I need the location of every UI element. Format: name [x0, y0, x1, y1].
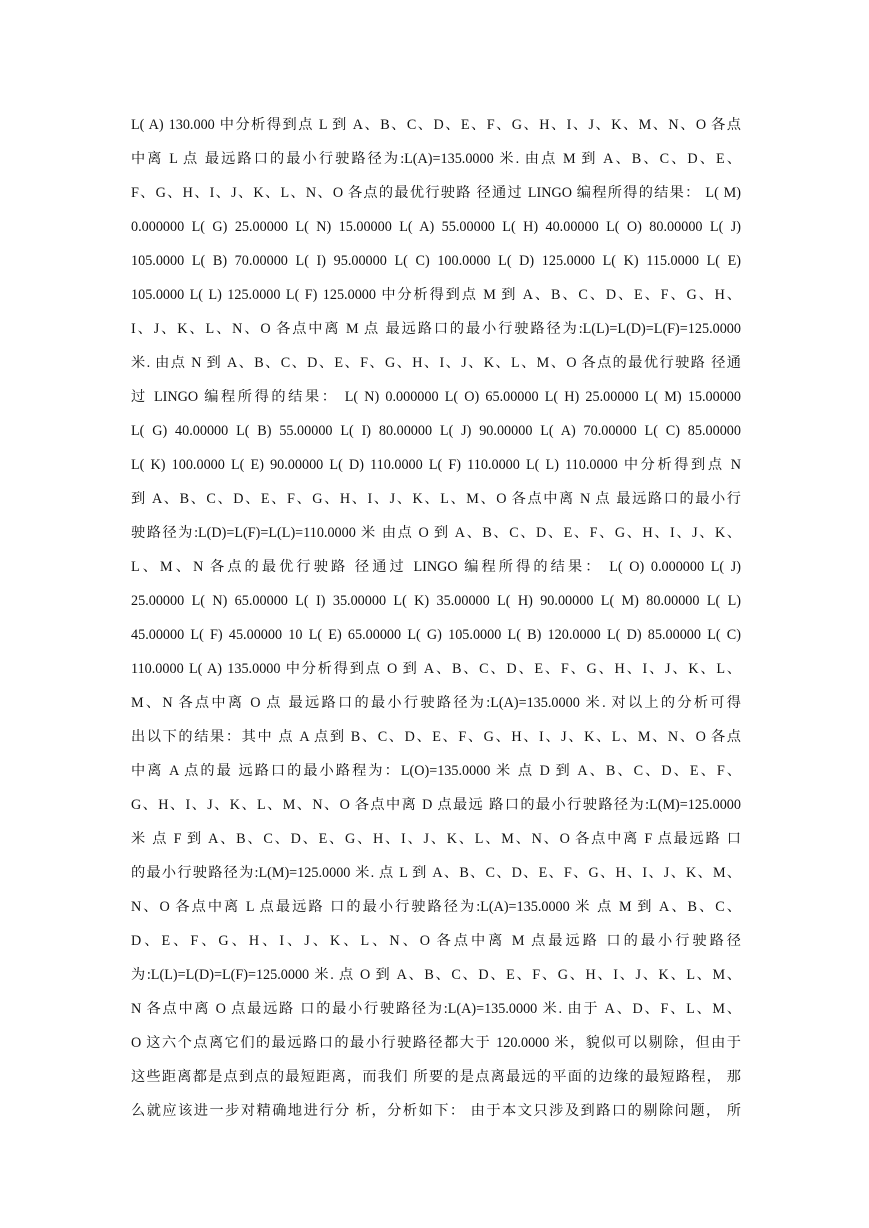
text-line: 105.0000 L( L) 125.0000 L( F) 125.0000 中分析得到点 M 到 A、B、C、D、E、F、G、H、	[131, 287, 741, 303]
text-line: L( A) 130.000 中分析得到点 L 到 A、B、C、D、E、F、G、H、I、J、K、M、N、O 各点	[131, 117, 741, 133]
text-line: 么就应该进一步对精确地进行分 析，分析如下： 由于本文只涉及到路口的剔除问题， 所	[131, 1103, 741, 1119]
text-line: 25.00000 L( N) 65.00000 L( I) 35.00000 L( K) 35.00000 L( H) 90.00000 L( M) 80.00000 L( L)	[131, 593, 741, 609]
text-line: O 这六个点离它们的最远路口的最小行驶路径都大于 120.0000 米，貌似可以剔除，但由于	[131, 1035, 741, 1051]
text-line: L( K) 100.0000 L( E) 90.00000 L( D) 110.0000 L( F) 110.0000 L( L) 110.0000 中分析得到点 N	[131, 457, 741, 473]
text-line: I、J、K、L、N、O 各点中离 M 点 最远路口的最小行驶路径为:L(L)=L(D)=L(F)=125.0000	[131, 321, 741, 337]
text-line: 到 A、B、C、D、E、F、G、H、I、J、K、L、M、O 各点中离 N 点 最远路口的最小行	[131, 491, 741, 507]
text-line: 为:L(L)=L(D)=L(F)=125.0000 米. 点 O 到 A、B、C、D、E、F、G、H、I、J、K、L、M、	[131, 967, 741, 983]
text-line: G、H、I、J、K、L、M、N、O 各点中离 D 点最远 路口的最小行驶路径为:L(M)=125.0000	[131, 797, 741, 813]
text-line: 110.0000 L( A) 135.0000 中分析得到点 O 到 A、B、C、D、E、F、G、H、I、J、K、L、	[131, 661, 741, 677]
text-line: 0.000000 L( G) 25.00000 L( N) 15.00000 L( A) 55.00000 L( H) 40.00000 L( O) 80.00000 L( J)	[131, 219, 741, 235]
text-line: M、N 各点中离 O 点 最远路口的最小行驶路径为:L(A)=135.0000 米. 对以上的分析可得	[131, 695, 741, 711]
body-text	[131, 108, 741, 1128]
text-line: 米 点 F 到 A、B、C、D、E、G、H、I、J、K、L、M、N、O 各点中离 F 点最远路 口	[131, 831, 741, 847]
text-line: D、E、F、G、H、I、J、K、L、N、O 各点中离 M 点最远路 口的最小行驶路径	[131, 933, 741, 949]
text-line: 过 LINGO 编程所得的结果： L( N) 0.000000 L( O) 65.00000 L( H) 25.00000 L( M) 15.00000	[131, 389, 741, 405]
text-line: L、M、N 各点的最优行驶路 径通过 LINGO 编程所得的结果： L( O) 0.000000 L( J)	[131, 559, 741, 575]
text-line: 驶路径为:L(D)=L(F)=L(L)=110.0000 米 由点 O 到 A、B、C、D、E、F、G、H、I、J、K、	[131, 525, 741, 541]
text-line: N、O 各点中离 L 点最远路 口的最小行驶路径为:L(A)=135.0000 米 点 M 到 A、B、C、	[131, 899, 741, 915]
text-line: N 各点中离 O 点最远路 口的最小行驶路径为:L(A)=135.0000 米. 由于 A、D、F、L、M、	[131, 1001, 741, 1017]
text-line: 的最小行驶路径为:L(M)=125.0000 米. 点 L 到 A、B、C、D、E、F、G、H、I、J、K、M、	[131, 865, 741, 881]
text-line: 105.0000 L( B) 70.00000 L( I) 95.00000 L( C) 100.0000 L( D) 125.0000 L( K) 115.0000 L( E)	[131, 253, 741, 269]
text-line: F、G、H、I、J、K、L、N、O 各点的最优行驶路 径通过 LINGO 编程所得的结果： L( M)	[131, 185, 741, 201]
text-line: 中离 L 点 最远路口的最小行驶路径为:L(A)=135.0000 米. 由点 M 到 A、B、C、D、E、	[131, 151, 741, 167]
text-line: 中离 A 点的最 远路口的最小路程为：L(O)=135.0000 米 点 D 到 A、B、C、D、E、F、	[131, 763, 741, 779]
text-line: 米. 由点 N 到 A、B、C、D、E、F、G、H、I、J、K、L、M、O 各点的最优行驶路 径通	[131, 355, 741, 371]
text-line: 这些距离都是点到点的最短距离，而我们 所要的是点离最远的平面的边缘的最短路程， 那	[131, 1069, 741, 1085]
text-line: L( G) 40.00000 L( B) 55.00000 L( I) 80.00000 L( J) 90.00000 L( A) 70.00000 L( C) 85.00000	[131, 423, 741, 439]
text-line: 出以下的结果：其中 点 A 点到 B、C、D、E、F、G、H、I、J、K、L、M、N、O 各点	[131, 729, 741, 745]
text-line: 45.00000 L( F) 45.00000 10 L( E) 65.00000 L( G) 105.0000 L( B) 120.0000 L( D) 85.00000 L( C)	[131, 627, 741, 643]
